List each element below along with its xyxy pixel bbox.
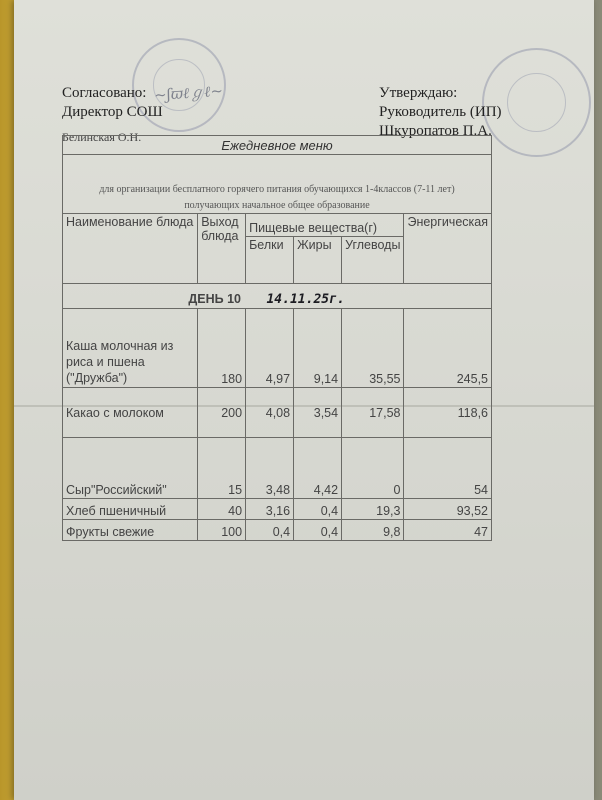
- daily-menu-table: [62, 135, 492, 541]
- day-label: ДЕНЬ 10: [188, 292, 241, 306]
- dish-yield: 200: [198, 388, 246, 438]
- dish-fat: 3,54: [294, 388, 342, 438]
- dish-fat: 4,42: [294, 438, 342, 499]
- dish-fat: 0,4: [294, 520, 342, 541]
- manager-label: Руководитель (ИП): [379, 104, 502, 120]
- table-row: [63, 438, 492, 499]
- dish-energy: 93,52: [404, 499, 492, 520]
- menu-subtitle-line2: получающих начальное общее образование: [184, 200, 370, 211]
- table-row: [63, 309, 492, 388]
- approve-label: Утверждаю:: [379, 85, 458, 101]
- dish-protein: 3,16: [246, 499, 294, 520]
- table-row: [63, 388, 492, 438]
- dish-protein: 4,97: [246, 309, 294, 388]
- dish-fat: 0,4: [294, 499, 342, 520]
- dish-name: Каша молочная из риса и пшена ("Дружба"): [63, 309, 198, 388]
- col-header-protein: Белки: [246, 237, 294, 284]
- menu-subtitle: [63, 155, 492, 214]
- col-header-dish: Наименование блюда: [63, 214, 198, 284]
- director-name: Белинская О.Н.: [62, 130, 142, 144]
- dish-name: Хлеб пшеничный: [63, 499, 198, 520]
- dish-yield: 15: [198, 438, 246, 499]
- menu-subtitle-line1: для организации бесплатного горячего питания обучающихся 1-4классов (7-11 лет): [99, 184, 455, 195]
- dish-fat: 9,14: [294, 309, 342, 388]
- dish-yield: 40: [198, 499, 246, 520]
- table-row: [63, 520, 492, 541]
- menu-sheet: [14, 0, 594, 800]
- dish-yield: 100: [198, 520, 246, 541]
- day-row: [63, 284, 492, 309]
- dish-energy: 47: [404, 520, 492, 541]
- col-header-energy: Энергическая: [404, 214, 492, 284]
- dish-energy: 54: [404, 438, 492, 499]
- dish-carbs: 19,3: [342, 499, 404, 520]
- dish-carbs: 9,8: [342, 520, 404, 541]
- col-header-yield: Выход блюда: [198, 214, 246, 284]
- col-header-fat: Жиры: [294, 237, 342, 284]
- dish-protein: 0,4: [246, 520, 294, 541]
- dish-carbs: 17,58: [342, 388, 404, 438]
- menu-title: Ежедневное меню: [63, 136, 492, 155]
- dish-protein: 3,48: [246, 438, 294, 499]
- dish-name: Сыр"Российский": [63, 438, 198, 499]
- dish-protein: 4,08: [246, 388, 294, 438]
- col-header-nutrients: Пищевые вещества(г): [246, 214, 404, 237]
- dish-energy: 245,5: [404, 309, 492, 388]
- dish-name: Фрукты свежие: [63, 520, 198, 541]
- manager-name: Шкуропатов П.А.: [379, 123, 492, 139]
- signature-scribble: ~ʃϖℓℊℓ~: [153, 81, 224, 105]
- col-header-carbs: Углеводы: [342, 237, 404, 284]
- approval-block-right: [379, 84, 502, 141]
- dish-yield: 180: [198, 309, 246, 388]
- agreed-label: Согласовано:: [62, 85, 147, 101]
- dish-carbs: 0: [342, 438, 404, 499]
- dish-name: Какао с молоком: [63, 388, 198, 438]
- handwritten-date: 14.11.25г.: [266, 292, 345, 307]
- dish-energy: 118,6: [404, 388, 492, 438]
- table-row: [63, 499, 492, 520]
- director-label: Директор СОШ: [62, 104, 163, 120]
- dish-carbs: 35,55: [342, 309, 404, 388]
